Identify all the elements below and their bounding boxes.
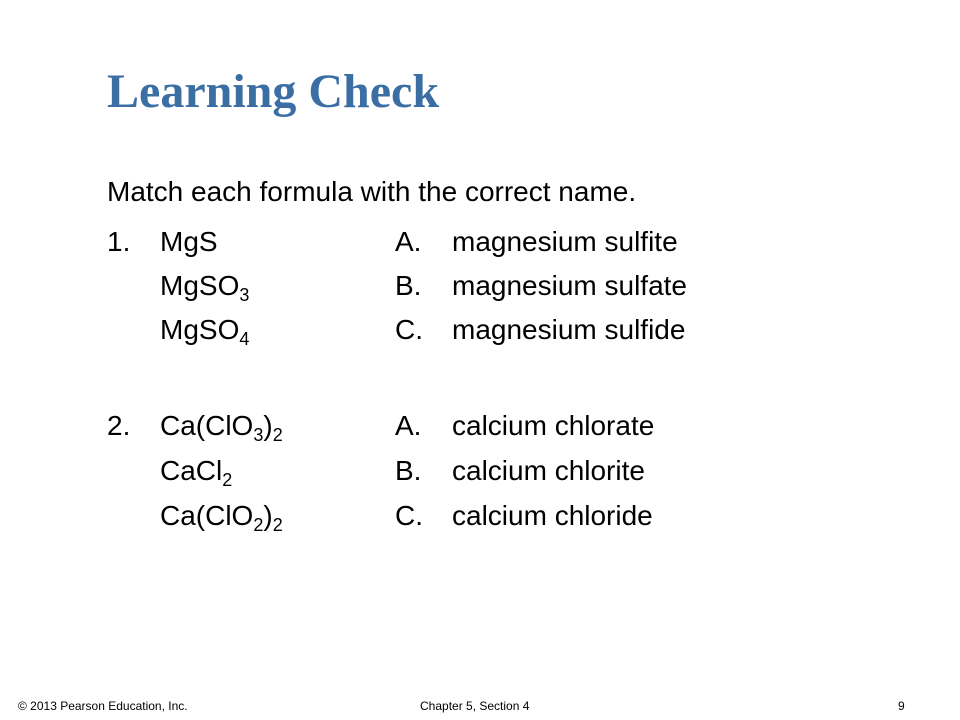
option-name: calcium chloride — [452, 500, 653, 531]
page-number: 9 — [898, 699, 905, 713]
section-label: Chapter 5, Section 4 — [420, 699, 530, 713]
option-letter: C. — [395, 500, 423, 531]
question-number: 1. — [107, 226, 131, 257]
option-letter: C. — [395, 314, 423, 345]
option-letter: B. — [395, 270, 422, 301]
option-letter: A. — [395, 410, 422, 441]
option-letter: A. — [395, 226, 422, 257]
option-name: magnesium sulfate — [452, 270, 688, 301]
formula-item: MgS — [160, 226, 218, 257]
formula-item: $Ca(ClO_3)_2$ — [160, 410, 283, 445]
slide-title: Learning Check — [107, 65, 440, 118]
formula-item: $Ca(ClO_2)_2$ — [160, 500, 283, 535]
copyright-notice: © 2013 Pearson Education, Inc. — [18, 699, 188, 713]
formula-item: MgSO$_3$ — [160, 270, 250, 305]
question-number: 2. — [107, 410, 131, 441]
option-name: magnesium sulfide — [452, 314, 686, 345]
option-letter: B. — [395, 455, 422, 486]
formula-item: CaCl$_2$ — [160, 455, 233, 490]
formula-item: MgSO$_4$ — [160, 314, 250, 349]
option-name: calcium chlorate — [452, 410, 655, 441]
option-name: magnesium sulfite — [452, 226, 678, 257]
instruction-text: Match each formula with the correct name. — [107, 176, 637, 207]
option-name: calcium chlorite — [452, 455, 645, 486]
